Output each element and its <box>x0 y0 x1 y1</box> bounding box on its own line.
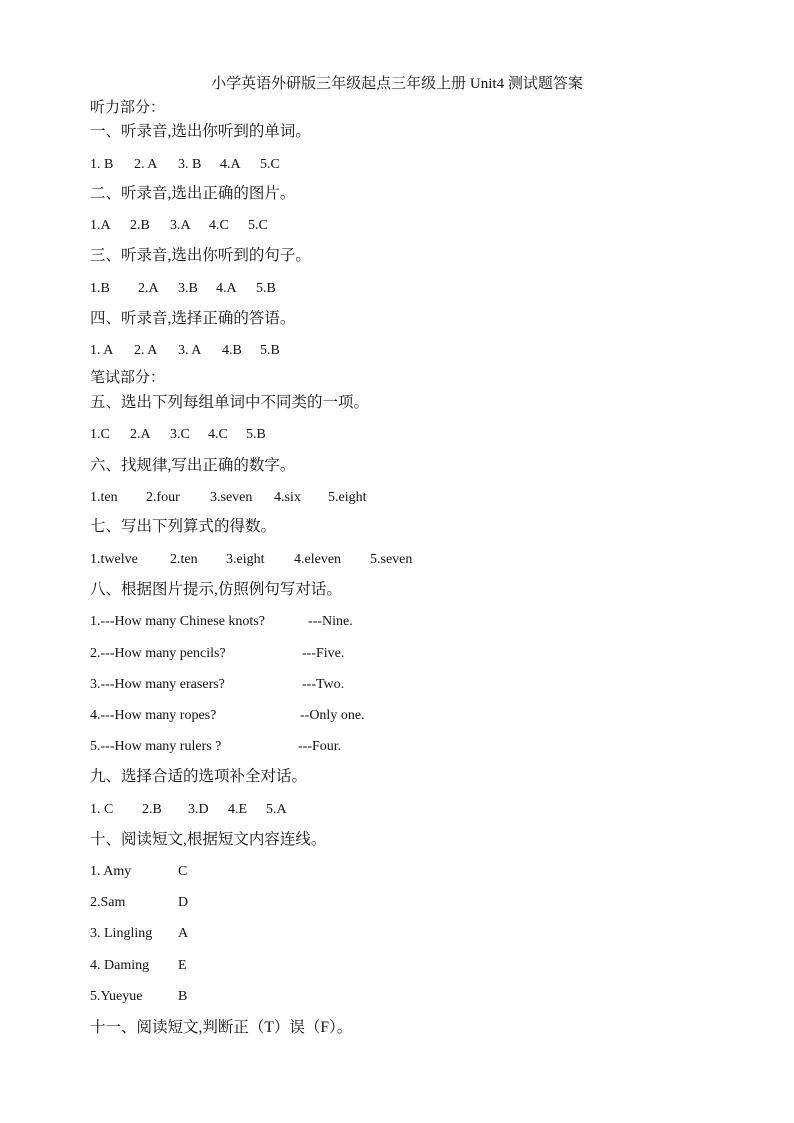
dialog-question: 3.---How many erasers? <box>90 677 225 692</box>
match-letter: A <box>178 926 189 941</box>
document-title: 小学英语外研版三年级起点三年级上册 Unit4 测试题答案 <box>211 76 583 92</box>
answer: 5.seven <box>370 552 413 567</box>
answer: 3.eight <box>226 552 265 567</box>
answer: 5.B <box>260 343 280 358</box>
match-name: 5.Yueyue <box>90 989 143 1004</box>
answer: 3.A <box>170 218 191 233</box>
match-name: 4. Daming <box>90 958 150 973</box>
answer: 1.B <box>90 281 110 296</box>
answer: 1.ten <box>90 490 118 505</box>
answer: 2. A <box>134 343 158 358</box>
answer: 3.C <box>170 427 190 442</box>
answer: 4.B <box>222 343 242 358</box>
answer: 2.four <box>146 490 180 505</box>
dialog-answer: ---Nine. <box>308 614 353 629</box>
dialog-answer: ---Four. <box>298 739 342 754</box>
answer: 4.C <box>209 218 229 233</box>
answer: 1. A <box>90 343 114 358</box>
dialog-question: 4.---How many ropes? <box>90 708 217 723</box>
section-10-heading: 十、阅读短文,根据短文内容连线。 <box>90 831 327 848</box>
answer: 2. A <box>134 157 158 172</box>
writing-part-label: 笔试部分： <box>90 370 166 386</box>
answer: 1.A <box>90 218 111 233</box>
answer: 5.C <box>248 218 268 233</box>
answer: 4.E <box>228 802 248 817</box>
answer: 1.C <box>90 427 110 442</box>
answer: 4.C <box>208 427 228 442</box>
match-name: 3. Lingling <box>90 926 153 941</box>
answer: 4.six <box>274 490 301 505</box>
section-3-heading: 三、听录音,选出你听到的句子。 <box>90 247 311 264</box>
match-letter: B <box>178 989 188 1004</box>
answer: 4.A <box>220 157 241 172</box>
answer: 5.B <box>246 427 266 442</box>
answer: 4.eleven <box>294 552 342 567</box>
answer: 1.twelve <box>90 552 138 567</box>
answer: 5.A <box>266 802 287 817</box>
dialog-answer: ---Two. <box>302 677 345 692</box>
answer: 2.ten <box>170 552 198 567</box>
dialog-answer: ---Five. <box>302 646 345 661</box>
answer: 2.B <box>142 802 162 817</box>
answer: 1. C <box>90 802 114 817</box>
answer: 3.seven <box>210 490 253 505</box>
dialog-question: 2.---How many pencils? <box>90 646 226 661</box>
answer: 3. B <box>178 157 202 172</box>
answer: 5.B <box>256 281 276 296</box>
dialog-question: 5.---How many rulers ? <box>90 739 222 754</box>
match-letter: D <box>178 895 189 910</box>
match-letter: E <box>178 958 187 973</box>
answer: 2.A <box>138 281 159 296</box>
section-7-heading: 七、写出下列算式的得数。 <box>90 518 277 535</box>
dialog-answer: --Only one. <box>300 708 365 723</box>
section-4-heading: 四、听录音,选择正确的答语。 <box>90 310 296 327</box>
answer: 5.eight <box>328 490 367 505</box>
section-6-heading: 六、找规律,写出正确的数字。 <box>90 457 296 474</box>
answer: 3. A <box>178 343 202 358</box>
answer: 4.A <box>216 281 237 296</box>
section-5-heading: 五、选出下列每组单词中不同类的一项。 <box>90 394 370 411</box>
section-8-heading: 八、根据图片提示,仿照例句写对话。 <box>90 581 342 598</box>
dialog-question: 1.---How many Chinese knots? <box>90 614 265 629</box>
answer: 2.B <box>130 218 150 233</box>
answer: 3.D <box>188 802 209 817</box>
section-11-heading: 十一、阅读短文,判断正（T）误（F）。 <box>90 1019 353 1036</box>
section-9-heading: 九、选择合适的选项补全对话。 <box>90 768 308 785</box>
section-1-heading: 一、听录音,选出你听到的单词。 <box>90 123 311 140</box>
match-name: 1. Amy <box>90 864 132 879</box>
match-letter: C <box>178 864 188 879</box>
answer: 5.C <box>260 157 280 172</box>
match-name: 2.Sam <box>90 895 126 910</box>
answer: 1. B <box>90 157 114 172</box>
section-2-heading: 二、听录音,选出正确的图片。 <box>90 185 296 202</box>
listening-part-label: 听力部分： <box>90 100 166 116</box>
answer: 3.B <box>178 281 198 296</box>
answer: 2.A <box>130 427 151 442</box>
